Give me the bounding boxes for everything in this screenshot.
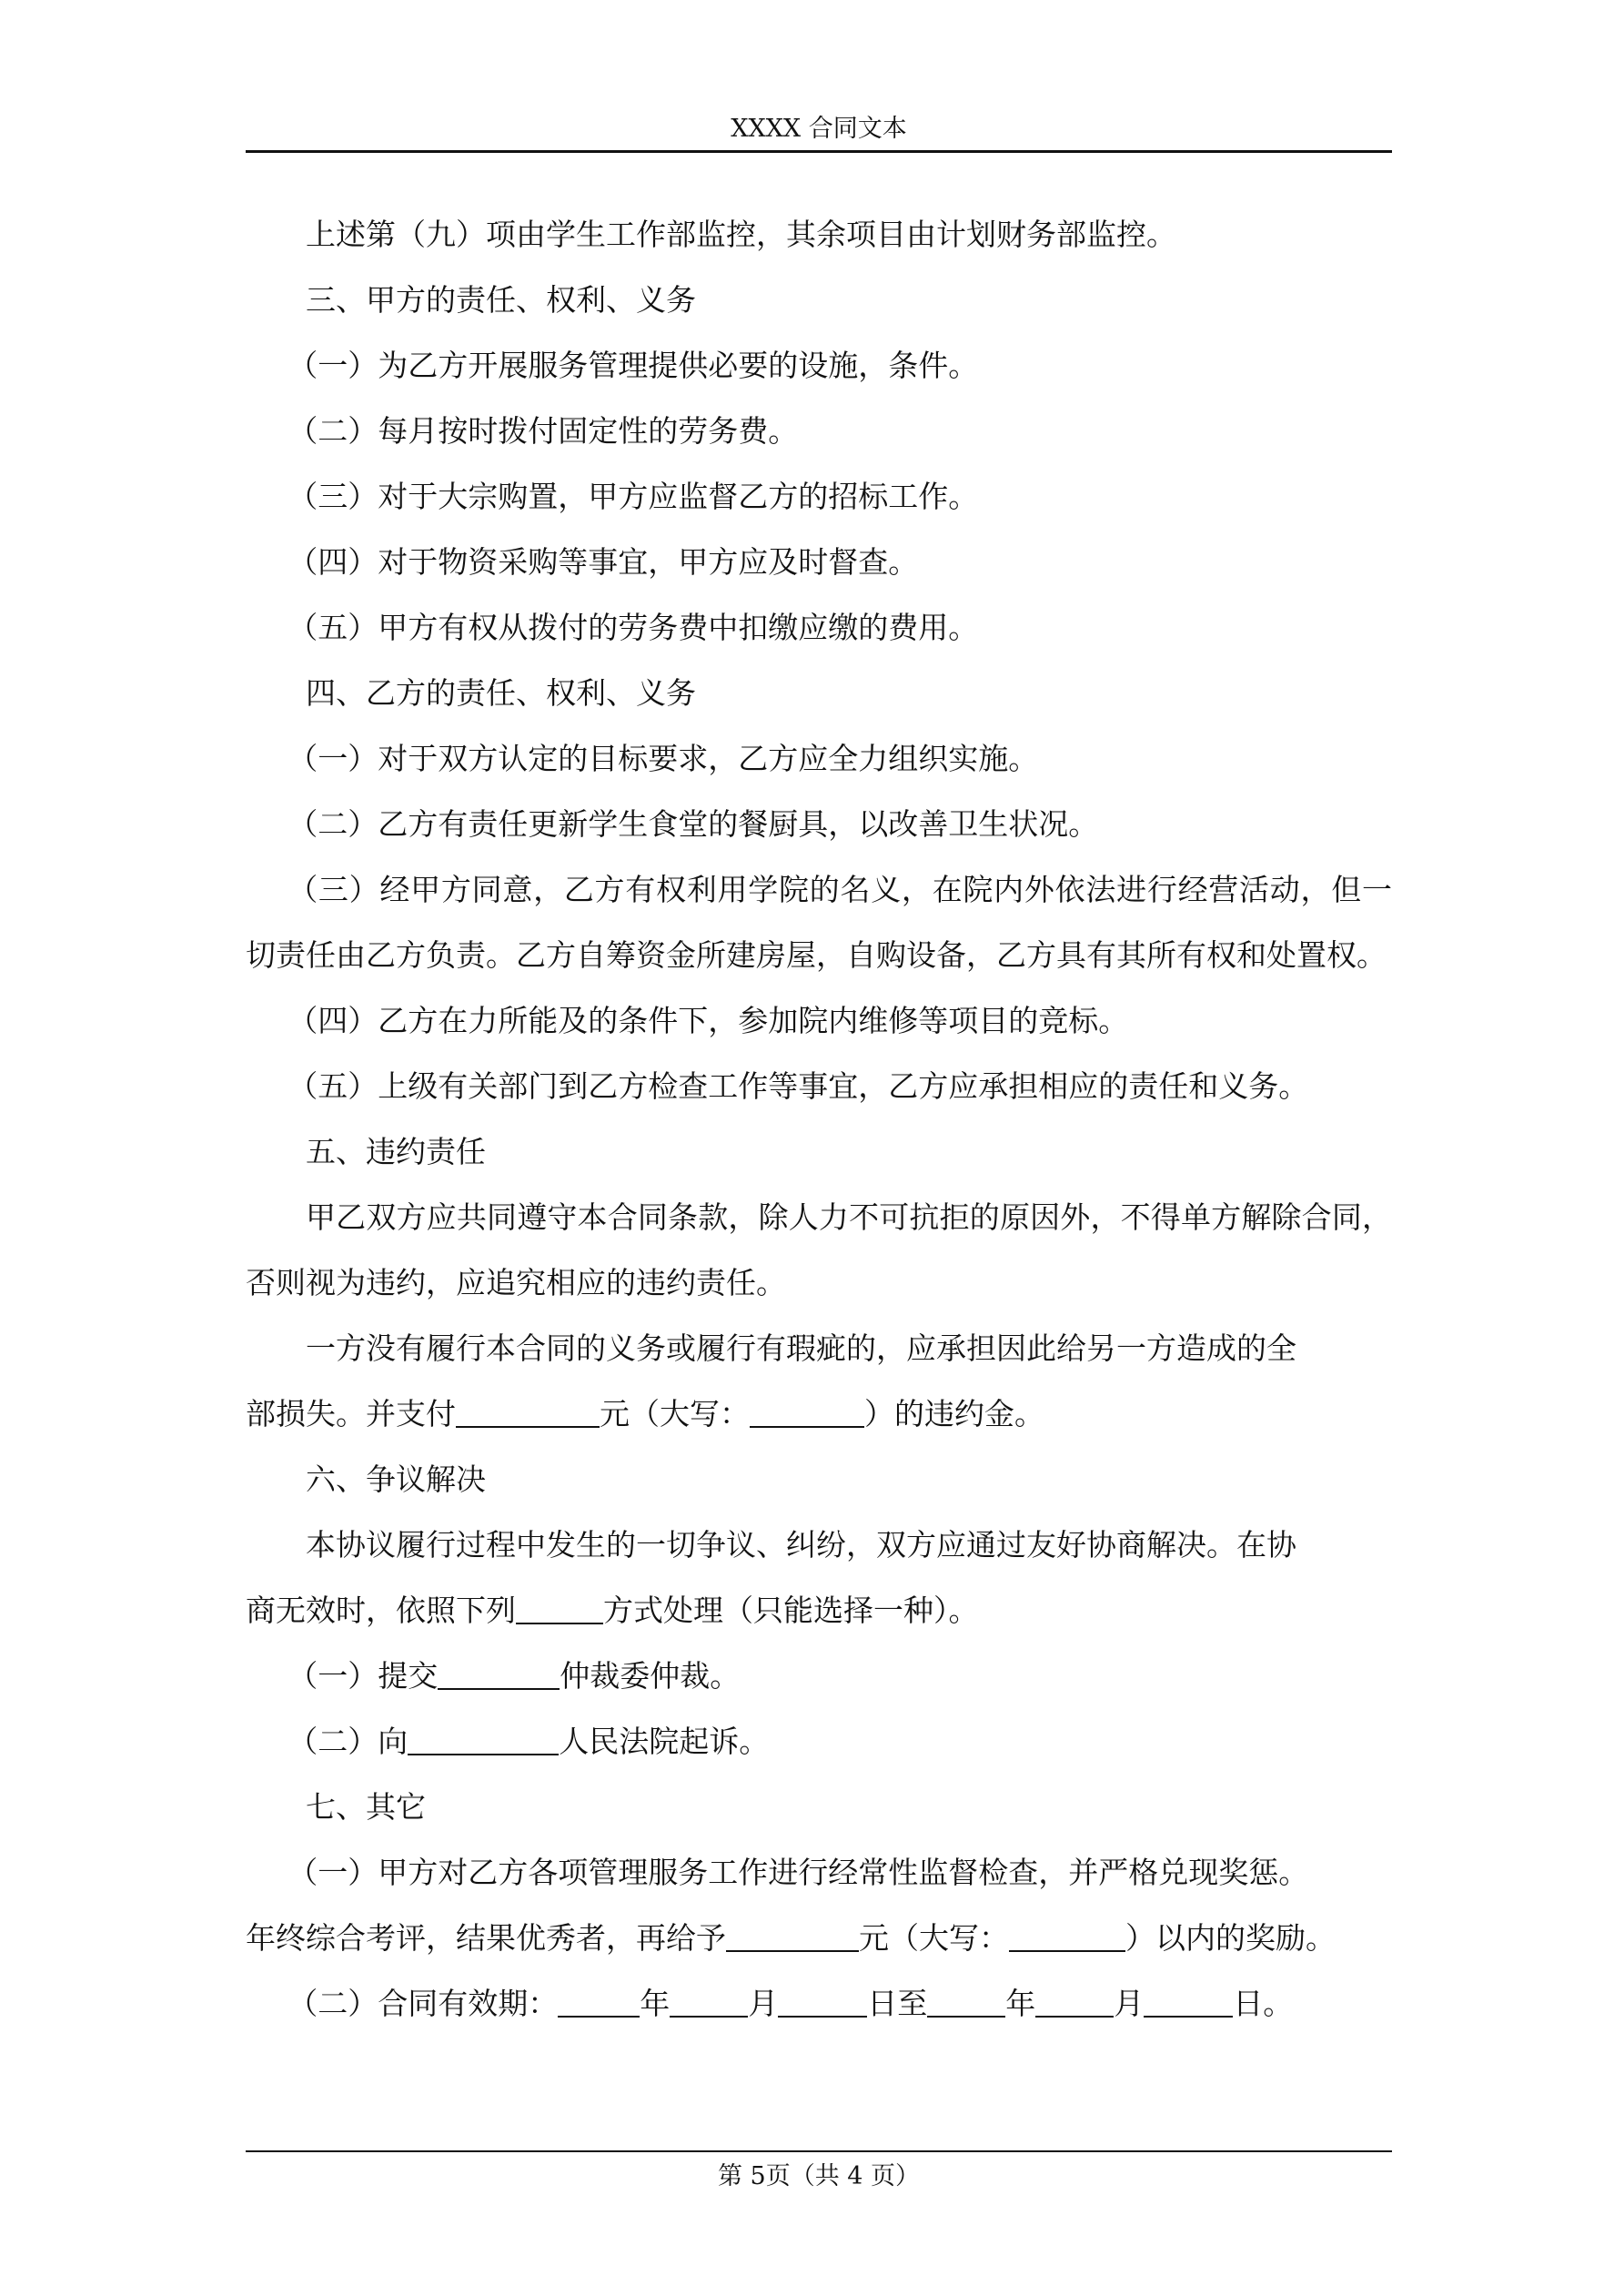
document-body: [246, 202, 1392, 2037]
blank-end-day[interactable]: [1144, 1985, 1233, 2018]
clause-other-2: [246, 1971, 1392, 2037]
text-segment: 部损失。并支付: [246, 1396, 456, 1431]
text-segment: 仲裁委仲裁。: [560, 1658, 741, 1694]
blank-reward-amount[interactable]: [726, 1919, 859, 1952]
blank-start-day[interactable]: [778, 1985, 867, 2018]
text-segment: ）的违约金。: [864, 1396, 1044, 1431]
blank-reward-amount-words[interactable]: [1009, 1919, 1125, 1952]
clause-b-3: （三）经甲方同意，乙方有权利用学院的名义，在院内外依法进行经营活动，但一切责任由乙方负责。乙方自筹资金所建房屋，自购设备，乙方具有其所有权和处置权。: [246, 872, 1392, 973]
paragraph-breach-2-line-1: 一方没有履行本合同的义务或履行有瑕疵的，应承担因此给另一方造成的全: [306, 1330, 1296, 1366]
paragraph-dispute-line-1: 本协议履行过程中发生的一切争议、纠纷，双方应通过友好协商解决。在协: [306, 1527, 1296, 1563]
text-segment: 日。: [1233, 1986, 1294, 2021]
text-segment: 元（大写：: [859, 1920, 1009, 1956]
section-heading-breach: 五、违约责任: [306, 1134, 486, 1169]
blank-arbitration-commission[interactable]: [438, 1657, 560, 1690]
text-segment: 方式处理（只能选择一种）。: [603, 1593, 979, 1628]
paragraph-breach-2-line-2: [246, 1381, 1392, 1447]
paragraph-breach-1: 甲乙双方应共同遵守本合同条款，除人力不可抗拒的原因外，不得单方解除合同，否则视为违约，应追究相应的违约责任。: [246, 1199, 1392, 1300]
text-segment: 年终综合考评，结果优秀者，再给予: [246, 1920, 726, 1956]
section-heading-party-b: 四、乙方的责任、权利、义务: [306, 675, 696, 711]
clause-b-1: （一）对于双方认定的目标要求，乙方应全力组织实施。: [287, 741, 1039, 776]
clause-a-1: （一）为乙方开展服务管理提供必要的设施，条件。: [287, 348, 979, 383]
text-segment: 年: [1005, 1986, 1036, 2021]
page-header-title: XXXX 合同文本: [731, 115, 907, 143]
text-segment: 年: [640, 1986, 671, 2021]
page-number: 第 5页（共 4 页）: [717, 2162, 921, 2190]
text-segment: （二）向: [287, 1724, 409, 1759]
blank-start-month[interactable]: [670, 1985, 748, 2018]
footer-divider: [246, 2150, 1392, 2152]
text-segment: 人民法院起诉。: [559, 1724, 770, 1759]
text-segment: （二）合同有效期：: [287, 1986, 559, 2021]
blank-penalty-amount[interactable]: [456, 1395, 600, 1428]
blank-end-year[interactable]: [927, 1985, 1005, 2018]
text-segment: 商无效时，依照下列: [246, 1593, 516, 1628]
clause-b-2: （二）乙方有责任更新学生食堂的餐厨具，以改善卫生状况。: [287, 806, 1099, 842]
text-segment: 月: [1114, 1986, 1145, 2021]
clause-a-4: （四）对于物资采购等事宜，甲方应及时督查。: [287, 544, 919, 580]
blank-start-year[interactable]: [558, 1985, 640, 2018]
text-segment: 元（大写：: [600, 1396, 750, 1431]
text-segment: 日至: [867, 1986, 928, 2021]
section-heading-dispute: 六、争议解决: [306, 1462, 486, 1497]
clause-dispute-1: [246, 1644, 1392, 1709]
text-segment: （一）提交: [287, 1658, 439, 1694]
clause-a-5: （五）甲方有权从拨付的劳务费中扣缴应缴的费用。: [287, 610, 979, 645]
section-heading-other: 七、其它: [306, 1789, 426, 1825]
blank-end-month[interactable]: [1035, 1985, 1114, 2018]
text-segment: 月: [748, 1986, 779, 2021]
paragraph-monitoring: 上述第（九）项由学生工作部监控，其余项目由计划财务部监控。: [306, 217, 1176, 252]
clause-b-4: （四）乙方在力所能及的条件下，参加院内维修等项目的竞标。: [287, 1003, 1129, 1038]
header-divider: [246, 150, 1392, 153]
clause-dispute-2: [246, 1709, 1392, 1775]
blank-dispute-method[interactable]: [516, 1592, 603, 1624]
clause-other-1-line-1: （一）甲方对乙方各项管理服务工作进行经常性监督检查，并严格兑现奖惩。: [287, 1855, 1309, 1890]
clause-a-2: （二）每月按时拨付固定性的劳务费。: [287, 413, 799, 449]
clause-a-3: （三）对于大宗购置，甲方应监督乙方的招标工作。: [287, 479, 979, 514]
section-heading-party-a: 三、甲方的责任、权利、义务: [306, 282, 696, 318]
clause-b-5: （五）上级有关部门到乙方检查工作等事宜，乙方应承担相应的责任和义务。: [287, 1068, 1309, 1104]
blank-court-name[interactable]: [408, 1723, 559, 1755]
text-segment: ）以内的奖励。: [1125, 1920, 1336, 1956]
paragraph-dispute-line-2: [246, 1578, 1392, 1644]
blank-penalty-amount-words[interactable]: [750, 1395, 864, 1428]
clause-other-1-line-2: [246, 1906, 1392, 1971]
